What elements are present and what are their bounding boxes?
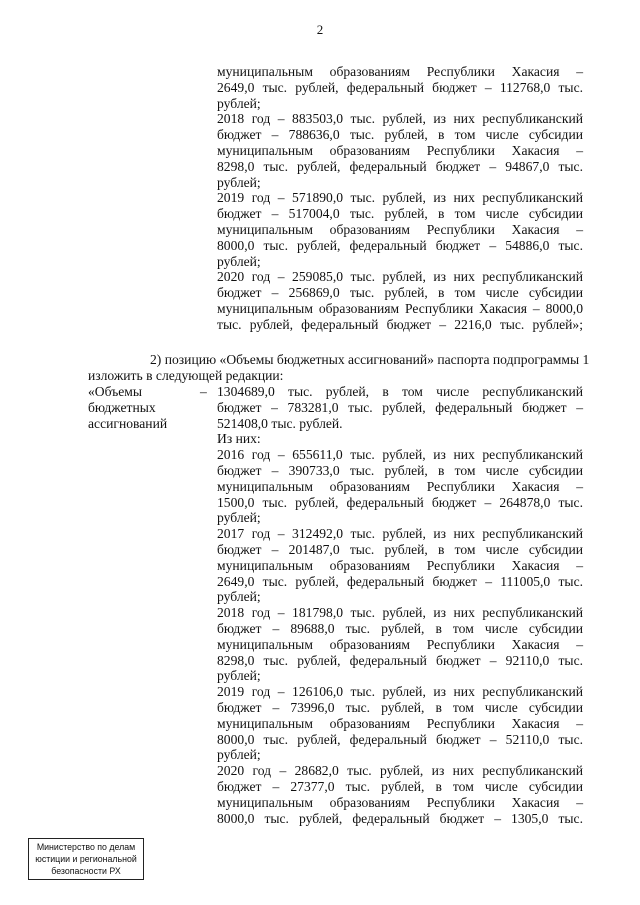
text-line: муниципальным образованиям Республики Хакасия – [217,715,583,731]
text-line: муниципальным образованиям Республики Хакасия – 8000,0 [217,300,583,316]
amendment-item-2 [88,352,590,384]
text-line: 2020 год – 259085,0 тыс. рублей, из них республиканский [217,269,583,285]
text-line: 8000,0 тыс. рублей, федеральный бюджет – 1305,0 тыс. [217,810,583,826]
text-line: бюджет – 783281,0 тыс. рублей, федеральный бюджет – [217,399,583,415]
text-line: бюджет – 517004,0 тыс. рублей, в том числе субсидии [217,206,583,222]
text-line: рублей; [217,589,261,605]
text-line: бюджет – 390733,0 тыс. рублей, в том числе субсидии [217,462,583,478]
text-line: муниципальным образованиям Республики Хакасия – [217,794,583,810]
text-line: рублей; [217,95,261,111]
label-line: «Объемы [88,384,142,399]
text-line: 2020 год – 28682,0 тыс. рублей, из них республиканский [217,763,583,779]
text-line: 2649,0 тыс. рублей, федеральный бюджет – 111005,0 тыс. [217,573,583,589]
label-line: бюджетных [88,399,156,415]
text-line: 2019 год – 126106,0 тыс. рублей, из них республиканский [217,684,583,700]
text-line: рублей; [217,510,261,526]
text-line: 1500,0 тыс. рублей, федеральный бюджет – 264878,0 тыс. [217,494,583,510]
ministry-stamp [28,838,144,880]
text-line: 521408,0 тыс. рублей. [217,415,343,431]
text-line: 2) позицию «Объемы бюджетных ассигнований» паспорта подпрограммы 1 [150,352,590,367]
text-line: тыс. рублей, федеральный бюджет – 2216,0 тыс. рублей»; [217,316,583,332]
text-line: 8000,0 тыс. рублей, федеральный бюджет – 54886,0 тыс. [217,237,583,253]
label-dash: – [200,384,207,399]
text-line: 2018 год – 883503,0 тыс. рублей, из них республиканский [217,111,583,127]
text-line: бюджет – 27377,0 тыс. рублей, в том числе субсидии [217,778,583,794]
text-line: рублей; [217,174,261,190]
budget-allocations [217,384,583,826]
text-line: изложить в следующей редакции: [88,367,284,383]
text-line: муниципальным образованиям Республики Хакасия – [217,64,583,79]
text-line: бюджет – 201487,0 тыс. рублей, в том числе субсидии [217,541,583,557]
text-line: муниципальным образованиям Республики Хакасия – [217,221,583,237]
text-line: 2018 год – 181798,0 тыс. рублей, из них республиканский [217,605,583,621]
text-line: бюджет – 73996,0 тыс. рублей, в том числе субсидии [217,699,583,715]
text-line: 1304689,0 тыс. рублей, в том числе республиканский [217,384,583,399]
text-line: 8298,0 тыс. рублей, федеральный бюджет – 94867,0 тыс. [217,158,583,174]
budget-label [88,384,198,431]
text-line: муниципальным образованиям Республики Хакасия – [217,478,583,494]
stamp-line: безопасности РХ [51,866,121,876]
text-line: 2649,0 тыс. рублей, федеральный бюджет – 112768,0 тыс. [217,79,583,95]
stamp-line: Министерство по делам [36,842,136,852]
text-line: бюджет – 89688,0 тыс. рублей, в том числе субсидии [217,620,583,636]
page-number: 2 [316,22,324,37]
text-line: рублей; [217,747,261,763]
text-line: рублей; [217,253,261,269]
text-line: 2019 год – 571890,0 тыс. рублей, из них республиканский [217,190,583,206]
text-line: Из них: [217,431,261,447]
text-line: 8000,0 тыс. рублей, федеральный бюджет – 52110,0 тыс. [217,731,583,747]
text-line: 2016 год – 655611,0 тыс. рублей, из них республиканский [217,447,583,463]
label-line: ассигнований [88,415,168,431]
text-line: 2017 год – 312492,0 тыс. рублей, из них республиканский [217,526,583,542]
text-line: муниципальным образованиям Республики Хакасия – [217,557,583,573]
text-line: бюджет – 256869,0 тыс. рублей, в том числе субсидии [217,285,583,301]
text-line: муниципальным образованиям Республики Хакасия – [217,142,583,158]
funding-continuation [217,64,583,333]
stamp-line: юстиции и региональной [35,854,137,864]
text-line: рублей; [217,668,261,684]
text-line: бюджет – 788636,0 тыс. рублей, в том числе субсидии [217,127,583,143]
text-line: муниципальным образованиям Республики Хакасия – [217,636,583,652]
text-line: 8298,0 тыс. рублей, федеральный бюджет – 92110,0 тыс. [217,652,583,668]
